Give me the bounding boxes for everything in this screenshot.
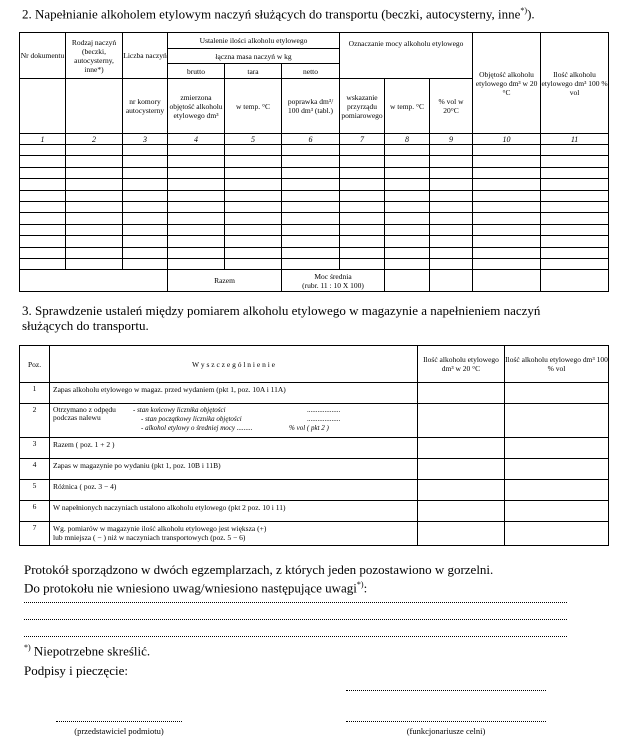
row2-sub2: - stan początkowy licznika objętości [141,415,242,423]
table-cell[interactable] [168,156,225,167]
moc-srednia-formula: (rubr. 11 : 10 X 100) [302,280,364,290]
table-row [20,480,609,501]
table-cell[interactable] [225,179,282,190]
table-cell[interactable] [66,145,123,156]
table-cell[interactable] [340,247,385,258]
col-poz: Poz. [20,346,50,383]
table-cell[interactable] [385,224,430,235]
signature-line-customs-2[interactable] [346,721,546,722]
col-nr-komory: nr komory autocysterny [123,79,168,134]
poz-number: 3 [20,438,50,459]
table-cell[interactable] [66,236,123,247]
table-cell[interactable] [123,236,168,247]
table-cell[interactable] [473,213,541,224]
protocol-line2 [24,577,614,595]
table-cell[interactable] [541,258,609,269]
col-ilosc-20: Ilość alkoholu etylowego dm³ w 20 °C [418,346,505,383]
col-w-temp-1: w temp. °C [225,79,282,134]
column-number: 4 [168,134,225,145]
table-cell[interactable] [473,167,541,178]
table-row [20,179,609,190]
row2-sub3: - alkohol etylowy o średniej mocy ......... [141,424,253,432]
table-cell[interactable] [430,167,473,178]
col-nr-dokumentu: Nr dokumentu [20,33,66,79]
table-cell[interactable] [66,201,123,212]
section2-heading [22,3,617,21]
table-cell[interactable] [225,213,282,224]
poz-number: 2 [20,404,50,438]
signature-line-customs-1[interactable] [346,690,546,691]
column-number: 6 [282,134,340,145]
section3-heading-line2: służących do transportu. [22,318,149,333]
table-cell[interactable] [541,213,609,224]
table-cell[interactable] [123,167,168,178]
row2-sub1-fill: ................... [307,406,341,414]
moc-srednia-text: Moc średnia [314,271,352,281]
table-cell[interactable] [385,145,430,156]
customs-officers-label: (funkcjonariusze celni) [406,726,486,736]
protocol-line2-text: Do protokołu nie wniesiono uwag/wniesiono następujące uwagi [24,580,357,596]
table-cell[interactable] [541,247,609,258]
poz-number: 7 [20,522,50,546]
table-cell[interactable] [385,213,430,224]
protocol-line2-end: : [363,580,368,596]
grp-oznaczanie: Oznaczanie mocy alkoholu etylowego [340,33,473,79]
table-cell[interactable] [473,258,541,269]
column-number: 2 [66,134,123,145]
column-number: 10 [473,134,541,145]
table-cell[interactable] [385,167,430,178]
table-cell[interactable] [66,190,123,201]
table-cell[interactable] [385,156,430,167]
grp-ustalenie: Ustalenie ilości alkoholu etylowego [168,33,340,49]
col-poprawka: poprawka dm³/ 100 dm³ (tabl.) [282,79,340,134]
table-row [20,145,609,156]
remarks-line-3[interactable] [24,636,567,637]
row-value-20 [418,522,505,546]
column-number: 9 [430,134,473,145]
table-cell[interactable] [225,167,282,178]
table-cell[interactable] [123,190,168,201]
row2-sub1: - stan końcowy licznika objętości [133,406,226,414]
row-description: Zapas alkoholu etylowego w magaz. przed wydaniem (pkt 1, poz. 10A i 11A) [50,383,418,404]
row-value-100 [505,404,609,438]
table-cell[interactable] [541,236,609,247]
row2-sub2-fill: ................... [307,415,341,423]
moc-srednia-label [282,270,385,292]
col-ilosc: Ilość alkoholu etylowego dm³ 100 % vol [541,33,609,134]
row-value-100 [505,459,609,480]
table-cell[interactable] [66,258,123,269]
signature-line-representative[interactable] [56,721,182,722]
row2-text-a: Otrzymano z odpędu [53,405,116,414]
table-cell[interactable] [20,167,66,178]
table-row [20,404,609,438]
table-cell[interactable] [430,236,473,247]
table-cell[interactable] [340,258,385,269]
table-cell[interactable] [123,156,168,167]
column-number: 3 [123,134,168,145]
column-numbers-row [20,134,609,145]
table-row [20,213,609,224]
table-row [20,236,609,247]
table-cell[interactable] [66,213,123,224]
column-number: 5 [225,134,282,145]
table-cell[interactable] [20,213,66,224]
table-cell[interactable] [430,201,473,212]
table-row [20,522,609,546]
row-value-20 [418,480,505,501]
table-cell[interactable] [168,247,225,258]
row-value-100 [505,383,609,404]
table-cell[interactable] [385,247,430,258]
table-cell[interactable] [225,247,282,258]
table-cell[interactable] [385,258,430,269]
table-cell[interactable] [123,247,168,258]
section2-heading-text: 2. Napełnianie alkoholem etylowym naczyń służących do transportu (beczki, autocysterny, inne [22,6,521,22]
table-cell[interactable] [541,179,609,190]
row-description: Razem ( poz. 1 + 2 ) [50,438,418,459]
col-wskazanie: wskazanie przyrządu pomiarowego [340,79,385,134]
signatures-heading: Podpisy i pieczęcie: [24,663,128,678]
table-cell[interactable] [20,258,66,269]
table-cell[interactable] [340,167,385,178]
table-cell[interactable] [340,224,385,235]
row-value-20 [418,501,505,522]
table-cell[interactable] [20,190,66,201]
table-cell[interactable] [473,190,541,201]
table-cell[interactable] [225,236,282,247]
table-cell[interactable] [385,179,430,190]
table-row [20,383,609,404]
table-cell[interactable] [282,190,340,201]
cell-empty-2 [66,79,123,134]
section2-heading-sup: *) [520,6,528,15]
razem-cell-11 [541,270,609,292]
section3-heading [22,303,617,333]
col-zmierzona: zmierzona objętość alkoholu etylowego dm³ [168,79,225,134]
table-cell[interactable] [541,201,609,212]
row-description [50,522,418,546]
table-cell[interactable] [168,213,225,224]
table-cell[interactable] [20,156,66,167]
table-cell[interactable] [225,190,282,201]
table-cell[interactable] [123,179,168,190]
table-cell[interactable] [66,247,123,258]
table-cell[interactable] [541,156,609,167]
table-cell[interactable] [168,236,225,247]
table-cell[interactable] [168,145,225,156]
razem-cell-9 [430,270,473,292]
table-cell[interactable] [340,145,385,156]
col-vol: % vol w 20°C [430,79,473,134]
footnote-sup: *) [24,643,31,652]
row-value-100 [505,522,609,546]
table-cell[interactable] [123,258,168,269]
table-cell[interactable] [430,224,473,235]
table-cell[interactable] [282,258,340,269]
table-cell[interactable] [473,156,541,167]
grp-laczna-masa: łączna masa naczyń w kg [168,49,340,64]
table-cell[interactable] [20,224,66,235]
table-cell[interactable] [225,156,282,167]
table-cell[interactable] [473,179,541,190]
table-row [20,156,609,167]
razem-cell-8 [385,270,430,292]
razem-blank [20,270,168,292]
row7-text-b: lub mniejsza ( − ) niż w naczyniach transportowych (poz. 5 − 6) [53,533,246,542]
table-cell[interactable] [385,236,430,247]
table-row [20,247,609,258]
table-cell[interactable] [20,247,66,258]
table-cell[interactable] [282,224,340,235]
table-cell[interactable] [20,201,66,212]
table-cell[interactable] [430,190,473,201]
section2-heading-end: ). [527,6,535,22]
table-cell[interactable] [541,145,609,156]
table-row [20,201,609,212]
table-cell[interactable] [282,156,340,167]
col-liczba-naczyn: Liczba naczyń [123,33,168,79]
table-cell[interactable] [340,236,385,247]
table-cell[interactable] [340,213,385,224]
table-cell[interactable] [282,213,340,224]
table-cell[interactable] [340,201,385,212]
table-cell[interactable] [385,201,430,212]
table-cell[interactable] [473,224,541,235]
row-description: W napełnionych naczyniach ustalono alkoholu etylowego (pkt 2 poz. 10 i 11) [50,501,418,522]
footnote [24,640,150,658]
table-cell[interactable] [225,224,282,235]
remarks-line-1[interactable] [24,602,567,603]
row-value-20 [418,438,505,459]
table-row [20,258,609,269]
table-cell[interactable] [66,167,123,178]
table-cell[interactable] [340,179,385,190]
table-cell[interactable] [225,258,282,269]
table-cell[interactable] [282,247,340,258]
remarks-line-2[interactable] [24,619,567,620]
table-row [20,190,609,201]
table-cell[interactable] [123,145,168,156]
row-value-20 [418,404,505,438]
table-cell[interactable] [282,201,340,212]
filling-table [19,32,609,292]
table-cell[interactable] [66,156,123,167]
table-cell[interactable] [473,145,541,156]
table-cell[interactable] [20,145,66,156]
column-number: 8 [385,134,430,145]
col-objetosc: Objętość alkoholu etylowego dm³ w 20 °C [473,33,541,134]
row-description [50,404,418,438]
section3-heading-line1: 3. Sprawdzenie ustaleń między pomiarem alkoholu etylowego w magazynie a napełnieniem naczyń [22,303,541,318]
verification-table [19,345,609,546]
table-row [20,459,609,480]
sub-tara: tara [225,64,282,79]
table-cell[interactable] [385,190,430,201]
protocol-line1: Protokół sporządzono w dwóch egzemplarzach, z których jeden pozostawiono w gorzelni. [24,562,494,577]
row7-text-a: Wg. pomiarów w magazynie ilość alkoholu etylowego jest większa (+) [53,524,267,533]
table-cell[interactable] [123,201,168,212]
col-rodzaj-naczyn: Rodzaj naczyń (beczki, autocysterny, inne*) [66,33,123,79]
cell-empty-1 [20,79,66,134]
table-cell[interactable] [282,167,340,178]
column-number: 7 [340,134,385,145]
table-cell[interactable] [168,258,225,269]
footnote-text: Niepotrzebne skreślić. [30,643,151,659]
table-cell[interactable] [225,201,282,212]
table-cell[interactable] [430,258,473,269]
table-cell[interactable] [430,145,473,156]
table-cell[interactable] [20,179,66,190]
table-cell[interactable] [473,236,541,247]
table-cell[interactable] [473,201,541,212]
table-cell[interactable] [282,236,340,247]
table-cell[interactable] [168,190,225,201]
row-value-100 [505,480,609,501]
razem-cell-10 [473,270,541,292]
table-cell[interactable] [430,179,473,190]
table-cell[interactable] [168,201,225,212]
table-cell[interactable] [430,156,473,167]
table-cell[interactable] [541,190,609,201]
row2-sub3-end: % vol ( pkt 2 ) [289,424,329,432]
table-cell[interactable] [225,145,282,156]
row-description: Zapas w magazynie po wydaniu (pkt 1, poz. 10B i 11B) [50,459,418,480]
table-cell[interactable] [66,224,123,235]
table-cell[interactable] [473,247,541,258]
table-cell[interactable] [168,167,225,178]
row-value-100 [505,501,609,522]
table-row [20,224,609,235]
poz-number: 4 [20,459,50,480]
row-value-20 [418,459,505,480]
poz-number: 5 [20,480,50,501]
table-cell[interactable] [168,224,225,235]
table-cell[interactable] [541,167,609,178]
sub-brutto: brutto [168,64,225,79]
table-cell[interactable] [430,213,473,224]
col-w-temp-2: w temp. °C [385,79,430,134]
table-cell[interactable] [66,179,123,190]
poz-number: 6 [20,501,50,522]
column-number: 1 [20,134,66,145]
table-cell[interactable] [282,145,340,156]
table-cell[interactable] [123,224,168,235]
razem-label: Razem [168,270,282,292]
protocol-statement [24,562,614,595]
filling-table-body [20,145,609,270]
row-value-20 [418,383,505,404]
table-cell[interactable] [20,236,66,247]
protocol-line2-sup: *) [356,580,364,589]
table-row [20,501,609,522]
table-cell[interactable] [541,224,609,235]
table-row [20,438,609,459]
table-cell[interactable] [123,213,168,224]
poz-number: 1 [20,383,50,404]
col-wyszczegolnienie: W y s z c z e g ó l n i e n i e [50,346,418,383]
table-cell[interactable] [340,156,385,167]
sub-netto: netto [282,64,340,79]
table-row [20,167,609,178]
row2-text-b: podczas nalewu [53,413,101,422]
table-cell[interactable] [340,190,385,201]
col-ilosc-100: Ilość alkoholu etylowego dm³ 100 % vol [505,346,609,383]
representative-label: (przedstawiciel podmiotu) [74,726,164,736]
column-number: 11 [541,134,609,145]
row-value-100 [505,438,609,459]
table-cell[interactable] [430,247,473,258]
table-cell[interactable] [168,179,225,190]
row-description: Różnica ( poz. 3 − 4) [50,480,418,501]
table-cell[interactable] [282,179,340,190]
